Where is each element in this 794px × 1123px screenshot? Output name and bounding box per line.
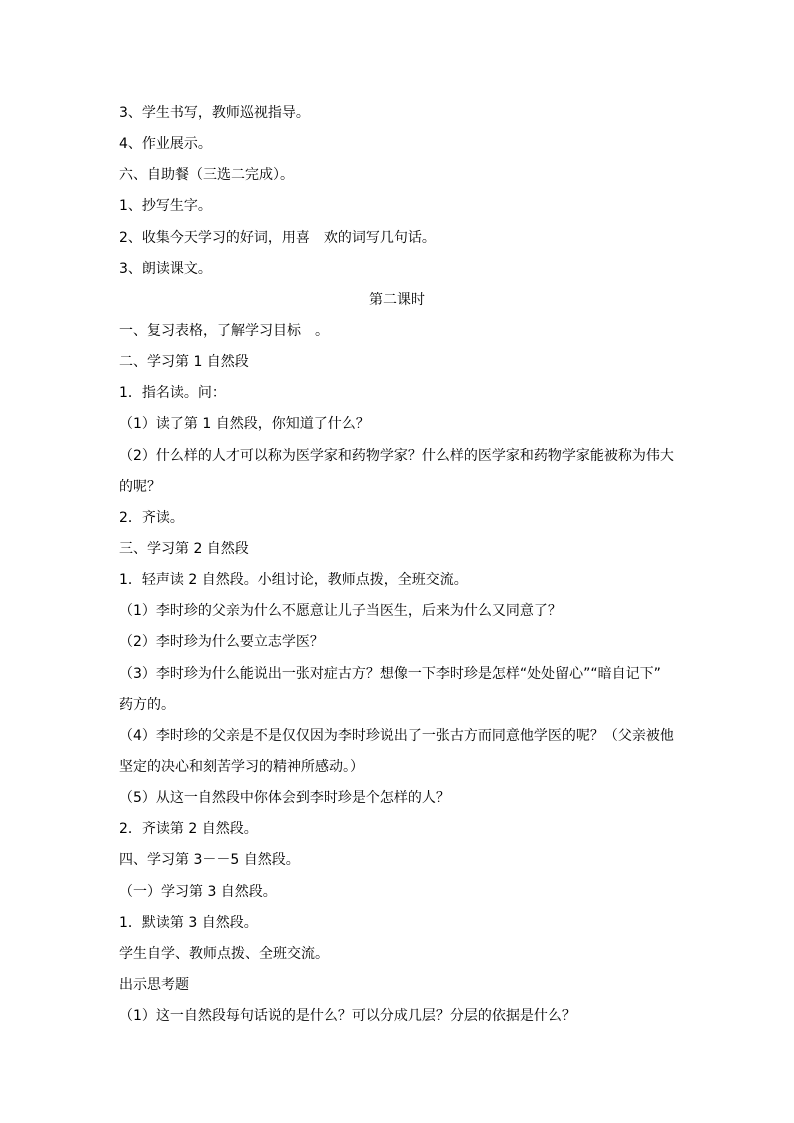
text-line: 1、抄写生字。 (119, 198, 212, 214)
text-line: 2．齐读第 2 自然段。 (119, 821, 258, 837)
text-line: （1）这一自然段每句话说的是什么？可以分成几层？分层的依据是什么？ (119, 1008, 576, 1024)
text-line: 出示思考题 (119, 977, 189, 993)
text-line: 1．轻声读 2 自然段。小组讨论，教师点拨，全班交流。 (119, 572, 468, 588)
text-line: （一）学习第 3 自然段。 (119, 884, 277, 900)
text-line: 学生自学、教师点拨、全班交流。 (119, 946, 329, 962)
text-line: 三、学习第 2 自然段 (119, 541, 249, 557)
text-line: （2）什么样的人才可以称为医学家和药物学家？什么样的医学家和药物学家能被称为伟大 (119, 448, 674, 464)
text-line: （4）李时珍的父亲是不是仅仅因为李时珍说出了一张古方而同意他学医的呢？（父亲被他 (119, 728, 674, 744)
text-line: 1．默读第 3 自然段。 (119, 915, 258, 931)
text-line: 1．指名读。问： (119, 385, 226, 401)
text-line: 4、作业展示。 (119, 136, 212, 152)
text-line: 六、自助餐（三选二完成）。 (119, 167, 294, 183)
text-line: 的呢？ (119, 479, 161, 495)
text-line: 坚定的决心和刻苦学习的精神所感动。） (119, 759, 364, 775)
text-line: 2．齐读。 (119, 510, 184, 526)
text-line: 一、复习表格，了解学习目标 。 (119, 323, 329, 339)
text-line: 2、收集今天学习的好词，用喜 欢的词写几句话。 (119, 230, 436, 246)
text-line: （3）李时珍为什么能说出一张对症古方？想像一下李时珍是怎样“处处留心”“暗自记下” (119, 666, 661, 682)
section-title: 第二课时 (369, 292, 425, 308)
text-line: 药方的。 (119, 697, 175, 713)
text-line: （2）李时珍为什么要立志学医？ (119, 634, 324, 650)
text-line: 3、学生书写，教师巡视指导。 (119, 105, 310, 121)
text-line: （1）李时珍的父亲为什么不愿意让儿子当医生，后来为什么又同意了？ (119, 603, 562, 619)
text-line: 3、朗读课文。 (119, 261, 212, 277)
text-line: 二、学习第 1 自然段 (119, 354, 249, 370)
text-line: （1）读了第 1 自然段，你知道了什么？ (119, 416, 370, 432)
text-line: （5）从这一自然段中你体会到李时珍是个怎样的人？ (119, 790, 450, 806)
text-line: 四、学习第 3－－5 自然段。 (119, 852, 300, 868)
